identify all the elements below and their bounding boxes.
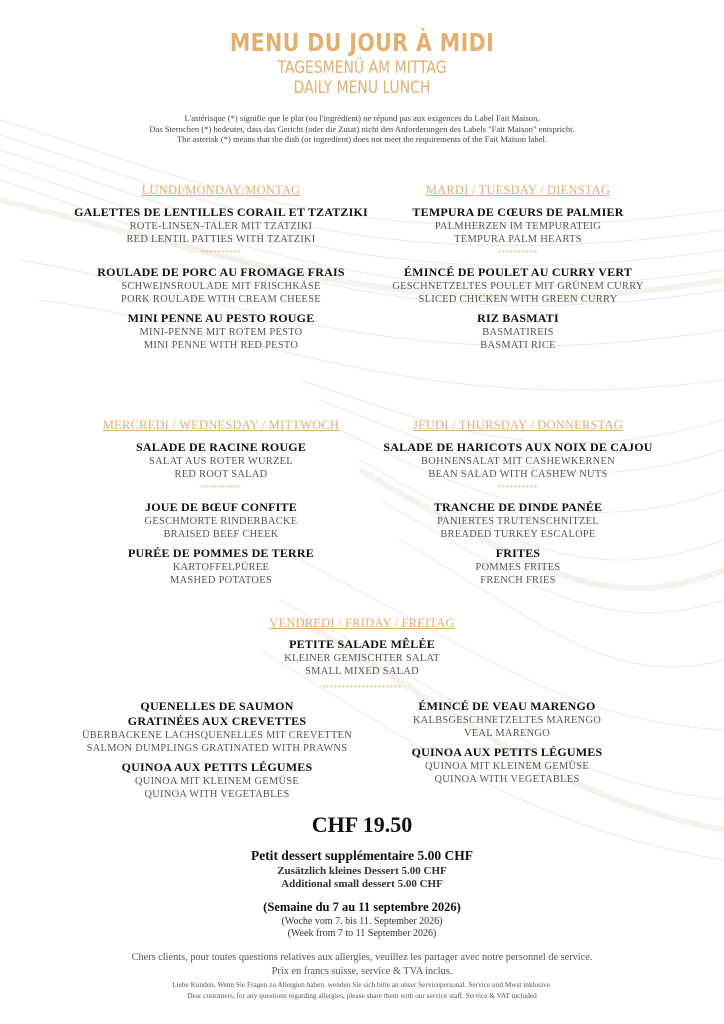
tuesday-starter-en: TEMPURA PALM HEARTS: [454, 234, 582, 245]
thursday-starter-en: BEAN SALAD WITH CASHEW NUTS: [428, 469, 608, 480]
thursday-side-de: POMMES FRITES: [475, 562, 561, 573]
friday-starter-en: SMALL MIXED SALAD: [305, 666, 419, 677]
friday-side-a-fr: QUINOA AUX PETITS LÉGUMES: [121, 760, 313, 774]
tuesday-main-en: SLICED CHICKEN WITH GREEN CURRY: [418, 294, 618, 305]
page-title: MENU DU JOUR À MIDI: [229, 28, 495, 57]
allergy-note-de: Liebe Kunden, Wenn Sie Fragen zu Allergien haben, wenden Sie sich bitte an unser Servicepersonal. Service und Mwst inklusive.: [172, 980, 552, 989]
wednesday-main-de: GESCHMORTE RINDERBACKE: [144, 516, 298, 527]
wednesday-starter-en: RED ROOT SALAD: [174, 469, 268, 480]
monday-main-de: SCHWEINSROULADE MIT FRISCHKÄSE: [121, 281, 321, 292]
subtitle-en: DAILY MENU LUNCH: [293, 78, 431, 98]
tuesday-side-fr: RIZ BASMATI: [477, 311, 559, 325]
monday-starter-en: RED LENTIL PATTIES WITH TZATZIKI: [126, 234, 316, 245]
monday-side-fr: MINI PENNE AU PESTO ROUGE: [127, 311, 315, 325]
wednesday-starter-de: SALAT AUS ROTER WURZEL: [149, 456, 293, 467]
friday-day: [0, 614, 724, 632]
asterisk-note-en: The asterisk (*) means that the dish (or ingredient) does not meet the requirements of the Fait Maison label.: [176, 134, 548, 144]
asterisk-note-de: Das Sternchen (*) bedeutet, dass das Gericht (oder die Zutat) nicht den Anforderungen des Labels "Fait Maison" entspricht.: [149, 123, 575, 134]
tuesday-separator: **********: [498, 249, 538, 257]
thursday-starter-fr: SALADE DE HARICOTS AUX NOIX DE CAJOU: [383, 440, 653, 454]
tuesday-starter-fr: TEMPURA DE CŒURS DE PALMIER: [412, 205, 624, 219]
friday-main-b-en: VEAL MARENGO: [463, 728, 551, 739]
thursday-separator: **********: [498, 484, 538, 492]
week-de: (Woche vom 7. bis 11. September 2026): [281, 916, 443, 927]
wednesday-main-fr: JOUE DE BŒUF CONFITE: [145, 500, 297, 514]
thursday-main-de: PANIERTES TRUTENSCHNITZEL: [437, 516, 599, 527]
thursday-main-fr: TRANCHE DE DINDE PANÉE: [433, 500, 603, 514]
friday-side-a-de: QUINOA MIT KLEINEM GEMÜSE: [134, 776, 300, 787]
thursday-side-fr: FRITES: [495, 546, 541, 560]
friday-separator: ********************: [322, 684, 402, 692]
wednesday-main-en: BRAISED BEEF CHEEK: [163, 529, 279, 540]
monday-starter-de: ROTE-LINSEN-TALER MIT TZATZIKI: [129, 221, 313, 232]
tuesday-side-de: BASMATIREIS: [482, 327, 554, 338]
friday-day-label: VENDREDI / FRIDAY / FREITAG: [269, 616, 455, 630]
tuesday-day-label: MARDI / TUESDAY / DIENSTAG: [425, 183, 611, 197]
subtitle-de: TAGESMENÜ AM MITTAG: [277, 58, 447, 78]
monday-main-fr: ROULADE DE PORC AU FROMAGE FRAIS: [97, 265, 345, 279]
friday-main-b-de: KALBSGESCHNETZELTES MARENGO: [412, 715, 602, 726]
thursday-day-label: JEUDI / THURSDAY / DONNERSTAG: [413, 418, 623, 432]
allergy-note-en: Dear customers, for any questions regarding allergies, please share them with our service staff. Service & VAT included: [187, 991, 537, 1000]
friday-side-b-de: QUINOA MIT KLEINEM GEMÜSE: [424, 761, 590, 772]
thursday-starter-de: BOHNENSALAT MIT CASHEWKERNEN: [421, 456, 615, 467]
friday-starter-de: KLEINER GEMISCHTER SALAT: [284, 653, 440, 664]
tuesday-main-de: GESCHNETZELTES POULET MIT GRÜNEM CURRY: [392, 281, 644, 292]
friday-main-a-fr-line2: GRATINÉES AUX CREVETTES: [127, 714, 307, 728]
friday-main-a-fr-line1: QUENELLES DE SAUMON: [140, 699, 294, 713]
wednesday-side-de: KARTOFFELPÜREE: [172, 562, 270, 573]
asterisk-note-fr: L'astérisque (*) signifie que le plat (ou l'ingrédient) ne répond pas aux exigences du Label Fait Maison.: [184, 113, 540, 123]
dessert-en: Additional small dessert 5.00 CHF: [281, 878, 443, 890]
monday-starter-fr: GALETTES DE LENTILLES CORAIL ET TZATZIKI: [74, 205, 368, 219]
friday-main-b-fr: ÉMINCÉ DE VEAU MARENGO: [418, 699, 596, 713]
monday-separator: **********: [201, 249, 241, 257]
friday-side-a-en: QUINOA WITH VEGETABLES: [144, 789, 290, 800]
monday-side-de: MINI-PENNE MIT ROTEM PESTO: [139, 327, 303, 338]
allergy-note-fr: Chers clients, pour toutes questions relatives aux allergies, veuillez les partager avec notre personnel de service.: [131, 952, 593, 963]
friday-main-a-en: SALMON DUMPLINGS GRATINATED WITH PRAWNS: [86, 743, 348, 754]
thursday-day: [337, 416, 699, 434]
wednesday-side-en: MASHED POTATOES: [170, 575, 272, 586]
week-en: (Week from 7 to 11 September 2026): [287, 928, 437, 939]
thursday-main-en: BREADED TURKEY ESCALOPE: [440, 529, 596, 540]
monday-side-en: MINI PENNE WITH RED PESTO: [143, 340, 299, 351]
tuesday-day: [337, 181, 699, 199]
wednesday-separator: **********: [201, 484, 241, 492]
dessert-fr: Petit dessert supplémentaire 5.00 CHF: [250, 848, 474, 863]
vat-note-fr: Prix en francs suisse, service & TVA inclus.: [271, 966, 453, 977]
dessert-de: Zusätzlich kleines Dessert 5.00 CHF: [277, 865, 447, 877]
thursday-side-en: FRENCH FRIES: [480, 575, 556, 586]
monday-day-label: LUNDI/MONDAY/MONTAG: [141, 183, 301, 197]
tuesday-starter-de: PALMHERZEN IM TEMPURATEIG: [434, 221, 602, 232]
week-fr: (Semaine du 7 au 11 septembre 2026): [263, 900, 461, 914]
wednesday-side-fr: PURÉE DE POMMES DE TERRE: [128, 546, 314, 560]
friday-starter-fr: PETITE SALADE MÊLÉE: [289, 637, 435, 651]
wednesday-starter-fr: SALADE DE RACINE ROUGE: [135, 440, 307, 454]
monday-main-en: PORK ROULADE WITH CREAM CHEESE: [121, 294, 321, 305]
wednesday-day-label: MERCREDI / WEDNESDAY / MITTWOCH: [102, 418, 340, 432]
friday-side-b-en: QUINOA WITH VEGETABLES: [434, 774, 580, 785]
tuesday-side-en: BASMATI RICE: [480, 340, 556, 351]
friday-main-a-de: ÜBERBACKENE LACHSQUENELLES MIT CREVETTEN: [81, 730, 353, 741]
menu-price: CHF 19.50: [311, 812, 413, 837]
tuesday-main-fr: ÉMINCÉ DE POULET AU CURRY VERT: [404, 265, 632, 279]
friday-side-b-fr: QUINOA AUX PETITS LÉGUMES: [411, 745, 603, 759]
